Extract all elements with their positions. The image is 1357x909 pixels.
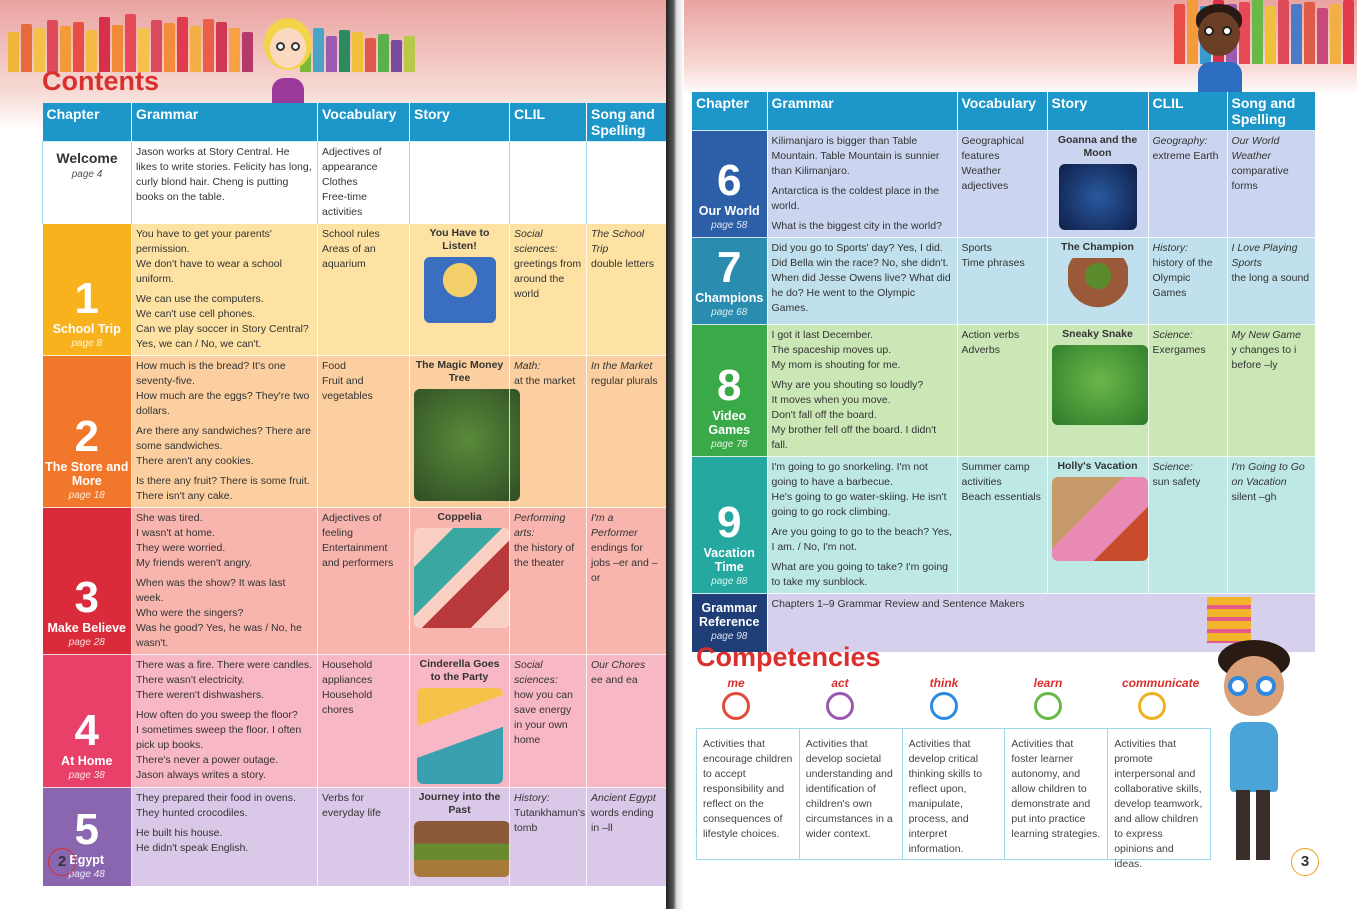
song-title: Our World Weather — [1231, 135, 1280, 162]
story-illustration — [414, 389, 520, 501]
chapter-name: Champions — [695, 291, 764, 305]
song-title: I'm a Performer — [591, 512, 638, 539]
vocabulary-cell — [318, 356, 410, 508]
competencies-table — [696, 728, 1211, 870]
grammar-cell — [767, 238, 957, 325]
story-title: Coppelia — [437, 511, 482, 523]
grammar-line: What is the biggest city in the world? — [771, 220, 942, 232]
chapter-number: 4 — [74, 706, 99, 755]
header-song-spelling: Song and Spelling — [1227, 92, 1315, 131]
song-title: Ancient Egypt — [591, 792, 656, 804]
chapter-row — [692, 238, 1315, 325]
story-title: Holly's Vacation — [1057, 460, 1138, 472]
vocabulary-item: Household chores — [322, 689, 373, 716]
competency-think: Activities that develop critical thinking skills to reflect upon, manipulate, process, and interpret information. — [903, 729, 1006, 859]
contents-title: Contents — [42, 66, 159, 96]
story-cell — [1047, 457, 1148, 594]
welcome-vocab: Adjectives of appearance Clothes Free-time activities — [318, 142, 410, 224]
welcome-chapter — [43, 142, 132, 224]
clil-cell — [510, 224, 587, 356]
story-illustration — [424, 257, 496, 323]
story-illustration — [1068, 258, 1128, 318]
chapter-name: At Home — [61, 754, 113, 768]
left-page — [0, 0, 676, 909]
clil-subject: History: — [514, 792, 550, 804]
clil-cell — [1148, 457, 1227, 594]
story-cell — [410, 788, 510, 886]
grammar-line: Did Bella win the race? No, she didn't. — [771, 257, 949, 269]
story-cell — [410, 356, 510, 508]
chapter-row — [692, 131, 1315, 238]
grammar-cell — [767, 457, 957, 594]
grammar-cell — [767, 325, 957, 457]
competency-act: Activities that develop societal understanding and identification of children's own circumstances in a wider context. — [800, 729, 903, 859]
chapter-cell — [43, 356, 132, 508]
chapter-name: Vacation Time — [703, 546, 755, 574]
grammar-line: He didn't speak English. — [136, 842, 249, 854]
clil-subject: Social sciences: — [514, 228, 558, 255]
vocabulary-item: Food — [322, 360, 346, 372]
grammar-line: Is there any fruit? There is some fruit. — [136, 475, 310, 487]
song-spelling-cell — [587, 788, 668, 886]
chapter-row — [43, 788, 668, 886]
page-number: 2 — [48, 848, 76, 876]
books-stack-illustration — [1207, 597, 1251, 643]
chapter-row — [43, 508, 668, 655]
spelling-topic: the long a sound — [1231, 272, 1310, 284]
song-title: In the Market — [591, 360, 653, 372]
vocabulary-item: Time phrases — [961, 257, 1025, 269]
song-spelling-cell — [587, 356, 668, 508]
grammar-line: Kilimanjaro is bigger than Table Mountain. Table Mountain is sunnier than Kilimanjaro. — [771, 135, 940, 177]
grammar-line: They were worried. — [136, 542, 226, 554]
competency-label: learn — [1033, 676, 1063, 690]
grammar-line: My mom is shouting for me. — [771, 359, 901, 371]
vocabulary-cell — [318, 508, 410, 655]
chapter-number: 1 — [74, 274, 99, 323]
grammar-cell — [132, 356, 318, 508]
grammar-line: My brother fell off the board. I didn't fall. — [771, 424, 937, 451]
story-cell — [410, 655, 510, 788]
clil-topic: extreme Earth — [1152, 150, 1219, 162]
grammar-line: Can we play soccer in Story Central? Yes, we can / No, we can't. — [136, 323, 309, 350]
header-song-spelling: Song and Spelling — [587, 103, 668, 142]
clil-cell — [510, 508, 587, 655]
grammar-line: When was the show? It was last week. — [136, 577, 286, 604]
chapter-row — [692, 325, 1315, 457]
grammar-line: My friends weren't angry. — [136, 557, 253, 569]
clil-subject: History: — [1152, 242, 1189, 254]
grammar-cell — [132, 508, 318, 655]
song-spelling-cell — [1227, 131, 1315, 238]
story-cell — [1047, 131, 1148, 238]
welcome-row — [43, 142, 668, 224]
story-illustration — [1052, 477, 1148, 561]
grammar-line: We don't have to wear a school uniform. — [136, 258, 282, 285]
grammar-line: How often do you sweep the floor? — [136, 709, 298, 721]
story-illustration — [1059, 164, 1137, 230]
story-title: Goanna and the Moon — [1057, 134, 1138, 159]
grammar-line: I wasn't at home. — [136, 527, 216, 539]
grammar-line: When did Jesse Owens live? What did he do? He went to the Olympic Games. — [771, 272, 951, 314]
chapter-number: 6 — [717, 156, 742, 205]
grammar-line: She was tired. — [136, 512, 203, 524]
chapter-number: 3 — [74, 573, 99, 622]
me-icon — [706, 676, 766, 720]
clil-cell — [510, 356, 587, 508]
vocabulary-item: Action verbs — [961, 329, 1020, 341]
header-chapter: Chapter — [43, 103, 132, 142]
clil-topic: greetings from around the world — [514, 258, 582, 300]
song-title: My New Game — [1231, 329, 1301, 341]
story-illustration — [414, 821, 510, 877]
vocabulary-item: Beach essentials — [961, 491, 1041, 503]
grammar-line: You have to get your parents' permission. — [136, 228, 272, 255]
header-vocabulary: Vocabulary — [957, 92, 1047, 131]
competency-label: me — [727, 676, 745, 690]
clil-topic: Exergames — [1152, 344, 1206, 356]
chapter-cell — [692, 325, 767, 457]
chapter-cell — [692, 238, 767, 325]
chapter-row — [43, 356, 668, 508]
vocabulary-item: Verbs for everyday life — [322, 792, 381, 819]
vocabulary-item: Entertainment and performers — [322, 542, 394, 569]
grammar-line: How much is the bread? It's one seventy-five. — [136, 360, 286, 387]
chapter-number: 8 — [717, 361, 742, 410]
chapter-page: page 48 — [68, 868, 105, 880]
song-title: I'm Going to Go on Vacation — [1231, 461, 1305, 488]
vocabulary-cell — [318, 788, 410, 886]
spelling-topic: silent –gh — [1231, 491, 1277, 503]
spelling-topic: comparative forms — [1231, 165, 1289, 192]
chapter-number: 7 — [717, 243, 742, 292]
competency-communicate: Activities that promote interpersonal and collaborative skills, develop teamwork, and allow children to express opinions and ideas. — [1114, 738, 1203, 870]
boy-illustration — [1190, 4, 1250, 92]
spelling-topic: regular plurals — [591, 375, 658, 387]
chapter-page: page 88 — [711, 576, 748, 587]
spelling-topic: ee and ea — [591, 674, 638, 686]
girl-illustration — [262, 18, 314, 104]
story-title: Journey into the Past — [418, 791, 501, 816]
vocabulary-item: Summer camp activities — [961, 461, 1030, 488]
competency-label: act — [831, 676, 849, 690]
right-page — [684, 0, 1357, 909]
spelling-topic: words ending in –ll — [591, 807, 654, 834]
chapter-row — [43, 224, 668, 356]
vocabulary-cell — [957, 131, 1047, 238]
grammar-line: What are you going to take? I'm going to take my sunblock. — [771, 561, 949, 588]
grammar-line: Don't fall off the board. — [771, 409, 877, 421]
vocabulary-cell — [318, 224, 410, 356]
chapter-page: page 28 — [68, 637, 105, 648]
chapter-page: page 18 — [68, 490, 105, 501]
grammar-line: It moves when you move. — [771, 394, 891, 406]
vocabulary-cell — [957, 325, 1047, 457]
header-grammar: Grammar — [767, 92, 957, 131]
clil-cell — [1148, 238, 1227, 325]
chapter-row — [692, 457, 1315, 594]
grammar-line: There's never a power outage. — [136, 754, 279, 766]
story-title: You Have to Listen! — [429, 227, 490, 252]
competency-label: think — [929, 676, 959, 690]
grammar-line: They prepared their food in ovens. — [136, 792, 296, 804]
learn-icon — [1018, 676, 1078, 720]
chapter-cell — [692, 457, 767, 594]
grammar-line: There wasn't electricity. — [136, 674, 245, 686]
grammar-line: There was a fire. There were candles. — [136, 659, 313, 671]
clil-cell — [510, 788, 587, 886]
competency-me: Activities that encourage children to accept responsibility and reflect on the consequences of lifestyle choices. — [697, 729, 800, 859]
song-spelling-cell — [1227, 457, 1315, 594]
chapter-page: page 58 — [711, 220, 748, 231]
header-clil: CLIL — [1148, 92, 1227, 131]
chapter-page: page 78 — [711, 439, 748, 450]
grammar-line: There weren't dishwashers. — [136, 689, 265, 701]
vocabulary-item: Geographical features — [961, 135, 1024, 162]
song-title: I Love Playing Sports — [1231, 242, 1298, 269]
page-number: 3 — [1291, 848, 1319, 876]
grammar-line: How much are the eggs? They're two dollars. — [136, 390, 310, 417]
header-grammar: Grammar — [132, 103, 318, 142]
grammar-line: Jason always writes a story. — [136, 769, 266, 781]
grammar-line: There isn't any cake. — [136, 490, 233, 502]
song-spelling-cell — [1227, 238, 1315, 325]
header-story: Story — [410, 103, 510, 142]
grammar-cell — [132, 224, 318, 356]
book-gutter — [666, 0, 684, 909]
grammar-line: Was he good? Yes, he was / No, he wasn't. — [136, 622, 302, 649]
clil-subject: Science: — [1152, 329, 1193, 341]
clil-subject: Performing arts: — [514, 512, 566, 539]
chapter-name: Make Believe — [47, 621, 127, 635]
vocabulary-item: Household appliances — [322, 659, 373, 686]
grammar-line: He's going to go water-skiing. He isn't going to go rock climbing. — [771, 491, 947, 518]
story-cell — [1047, 325, 1148, 457]
chapter-name: Our World — [698, 204, 760, 218]
chapter-row — [43, 655, 668, 788]
welcome-name: Welcome — [56, 150, 118, 166]
header-chapter: Chapter — [692, 92, 767, 131]
chapter-cell — [43, 655, 132, 788]
clil-topic: Tutankhamun's tomb — [514, 807, 586, 834]
clil-subject: Social sciences: — [514, 659, 558, 686]
clil-cell — [510, 655, 587, 788]
chapter-number: 5 — [74, 804, 99, 854]
grammar-line: He built his house. — [136, 827, 223, 839]
story-title: The Magic Money Tree — [415, 359, 504, 384]
song-spelling-cell — [587, 224, 668, 356]
boy-glasses-illustration — [1210, 640, 1300, 865]
song-title: The School Trip — [591, 228, 645, 255]
grammar-line: We can't use cell phones. — [136, 308, 256, 320]
chapter-page: page 8 — [71, 338, 103, 349]
header-clil: CLIL — [510, 103, 587, 142]
chapter-number: 9 — [717, 498, 742, 547]
header-story: Story — [1047, 92, 1148, 131]
clil-cell — [1148, 325, 1227, 457]
grammar-cell — [767, 131, 957, 238]
competency-label: communicate — [1122, 676, 1200, 690]
song-spelling-cell — [1227, 325, 1315, 457]
grammar-reference-page: page 98 — [711, 631, 748, 643]
spelling-topic: double letters — [591, 258, 655, 270]
grammar-line: Who were the singers? — [136, 607, 244, 619]
welcome-page: page 4 — [71, 169, 103, 180]
bookshelf-illustration — [8, 12, 253, 72]
chapter-name: School Trip — [52, 322, 121, 336]
vocabulary-item: School rules — [322, 228, 380, 240]
story-cell — [410, 508, 510, 655]
think-icon — [914, 676, 974, 720]
story-title: Cinderella Goes to the Party — [419, 658, 500, 683]
communicate-icon — [1122, 676, 1200, 720]
bookshelf-illustration-right — [300, 12, 415, 72]
song-title: Our Chores — [591, 659, 646, 671]
story-title: Sneaky Snake — [1062, 328, 1133, 340]
chapter-name: The Store and More — [45, 460, 129, 488]
grammar-line: Are you going to go to the beach? Yes, I am. / No, I'm not. — [771, 526, 952, 553]
chapter-cell — [692, 131, 767, 238]
grammar-line: They hunted crocodiles. — [136, 807, 248, 819]
act-icon — [810, 676, 870, 720]
vocabulary-item: Areas of an aquarium — [322, 243, 376, 270]
story-illustration — [414, 528, 510, 628]
chapter-number: 2 — [74, 412, 99, 461]
vocabulary-cell — [957, 457, 1047, 594]
grammar-line: I'm going to go snorkeling. I'm not going to have a barbecue. — [771, 461, 928, 488]
contents-table — [42, 103, 668, 886]
spelling-topic: y changes to i before –ly — [1231, 344, 1297, 371]
clil-topic: sun safety — [1152, 476, 1201, 488]
grammar-line: There aren't any cookies. — [136, 455, 254, 467]
chapter-page: page 68 — [711, 307, 748, 318]
grammar-reference-name: Grammar Reference — [699, 601, 760, 630]
competency-learn: Activities that foster learner autonomy, and allow children to demonstrate and put into practice learning strategies. — [1005, 729, 1108, 859]
competencies-title: Competencies — [696, 642, 881, 672]
story-cell — [410, 224, 510, 356]
clil-topic: at the market — [514, 375, 576, 387]
chapter-cell — [43, 224, 132, 356]
vocabulary-item: Adjectives of feeling — [322, 512, 382, 539]
grammar-line: I sometimes sweep the floor. I often pick up books. — [136, 724, 302, 751]
story-illustration — [417, 688, 503, 784]
grammar-line: Antarctica is the coldest place in the world. — [771, 185, 940, 212]
grammar-line: The spaceship moves up. — [771, 344, 892, 356]
chapter-cell — [43, 508, 132, 655]
grammar-line: Are there any sandwiches? There are some sandwiches. — [136, 425, 311, 452]
clil-subject: Science: — [1152, 461, 1193, 473]
clil-topic: how you can save energy in your own home — [514, 689, 573, 746]
vocabulary-cell — [318, 655, 410, 788]
grammar-reference-text: Chapters 1–9 Grammar Review and Sentence Makers — [767, 594, 1315, 652]
song-spelling-cell — [587, 655, 668, 788]
vocabulary-item: Adverbs — [961, 344, 1001, 356]
clil-cell — [1148, 131, 1227, 238]
clil-topic: history of the Olympic Games — [1152, 257, 1213, 299]
grammar-line: Why are you shouting so loudly? — [771, 379, 924, 391]
clil-subject: Geography: — [1152, 135, 1208, 147]
story-title: The Champion — [1061, 241, 1134, 253]
grammar-cell — [132, 788, 318, 886]
story-illustration — [1052, 345, 1148, 425]
song-spelling-cell — [587, 508, 668, 655]
clil-subject: Math: — [514, 360, 541, 372]
story-cell — [1047, 238, 1148, 325]
vocabulary-item: Sports — [961, 242, 992, 254]
vocabulary-item: Fruit and vegetables — [322, 375, 373, 402]
grammar-line: I got it last December. — [771, 329, 874, 341]
chapter-name: Video Games — [708, 409, 751, 437]
clil-topic: the history of the theater — [514, 542, 575, 569]
chapter-name: Egypt — [69, 852, 105, 867]
header-vocabulary: Vocabulary — [318, 103, 410, 142]
grammar-line: Did you go to Sports' day? Yes, I did. — [771, 242, 943, 254]
grammar-cell — [132, 655, 318, 788]
spelling-topic: endings for jobs –er and –or — [591, 542, 658, 584]
chapter-page: page 38 — [68, 770, 105, 781]
vocabulary-cell — [957, 238, 1047, 325]
grammar-line: We can use the computers. — [136, 293, 264, 305]
contents-table-right — [692, 92, 1316, 652]
vocabulary-item: Weather adjectives — [961, 165, 1009, 192]
welcome-grammar: Jason works at Story Central. He likes to write stories. Felicity has long, curly blond hair. Cheng is putting books on the table. — [132, 142, 318, 224]
